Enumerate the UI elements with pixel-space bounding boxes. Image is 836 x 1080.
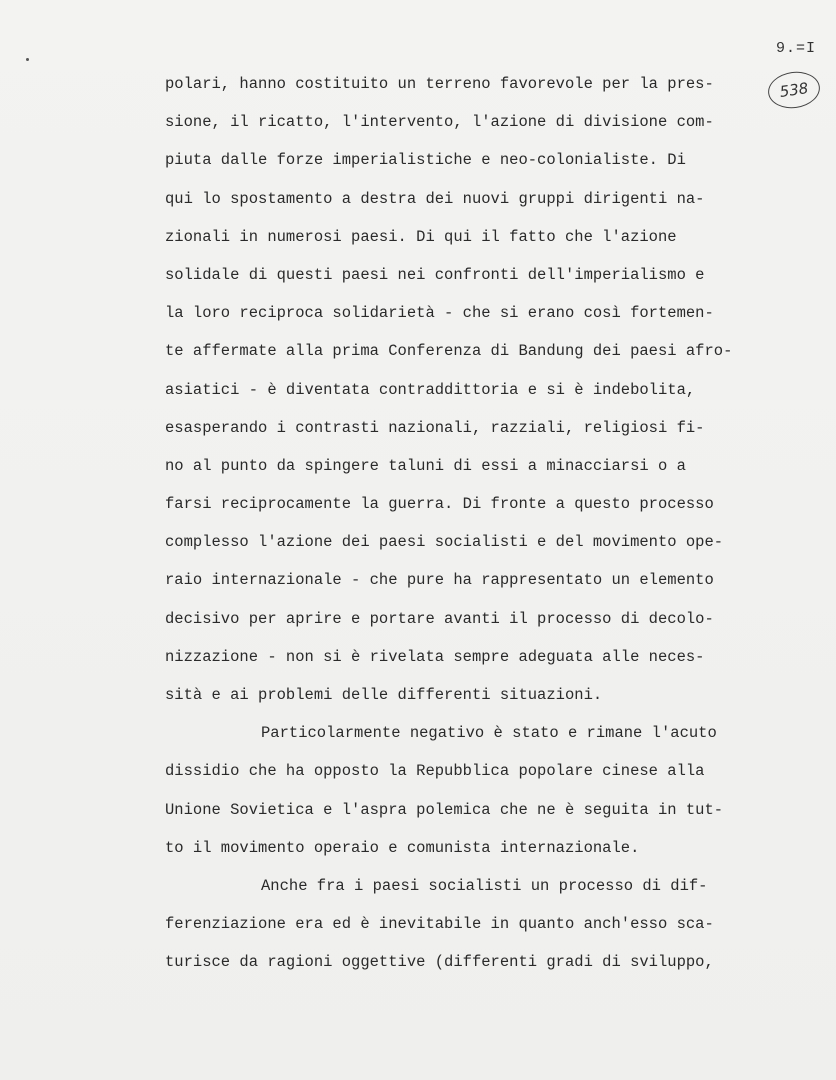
text-line: la loro reciproca solidarietà - che si erano così fortemen- (165, 304, 714, 323)
text-line: dissidio che ha opposto la Repubblica popolare cinese alla (165, 762, 705, 781)
text-line: turisce da ragioni oggettive (differenti gradi di sviluppo, (165, 953, 714, 972)
archive-stamp: 538 (766, 69, 823, 112)
text-line: polari, hanno costituito un terreno favorevole per la pres- (165, 75, 714, 93)
text-line: piuta dalle forze imperialistiche e neo-colonialiste. Di (165, 151, 686, 170)
body-text (165, 70, 805, 987)
text-line: ferenziazione era ed è inevitabile in quanto anch'esso sca- (165, 915, 714, 934)
text-line: nizzazione - non si è rivelata sempre adeguata alle neces- (165, 647, 705, 666)
text-line: raio internazionale - che pure ha rappresentato un elemento (165, 571, 714, 590)
text-line: Unione Sovietica e l'aspra polemica che ne è seguita in tut- (165, 800, 724, 819)
text-line: esasperando i contrasti nazionali, razziali, religiosi fi- (165, 418, 705, 437)
text-line: sità e ai problemi delle differenti situazioni. (165, 686, 603, 704)
page-number: 9.=I (776, 40, 817, 57)
text-line: decisivo per aprire e portare avanti il processo di decolo- (165, 609, 714, 628)
text-line: qui lo spostamento a destra dei nuovi gruppi dirigenti na- (165, 189, 705, 208)
text-line: sione, il ricatto, l'intervento, l'azione di divisione com- (165, 113, 714, 132)
text-line: complesso l'azione dei paesi socialisti e del movimento ope- (165, 533, 724, 552)
text-line: solidale di questi paesi nei confronti dell'imperialismo e (165, 265, 705, 284)
text-line: farsi reciprocamente la guerra. Di fronte a questo processo (165, 495, 714, 514)
text-line: no al punto da spingere taluni di essi a minacciarsi o a (165, 456, 686, 475)
scan-speck (26, 58, 29, 61)
text-line: te affermate alla prima Conferenza di Bandung dei paesi afro- (165, 342, 733, 361)
text-line: zionali in numerosi paesi. Di qui il fatto che l'azione (165, 227, 677, 246)
text-line: to il movimento operaio e comunista internazionale. (165, 838, 640, 857)
text-line-paragraph-start: Particolarmente negativo è stato e rimane l'acuto (261, 724, 717, 743)
text-line-paragraph-start: Anche fra i paesi socialisti un processo di dif- (261, 876, 708, 895)
text-line: asiatici - è diventata contraddittoria e si è indebolita, (165, 380, 696, 399)
